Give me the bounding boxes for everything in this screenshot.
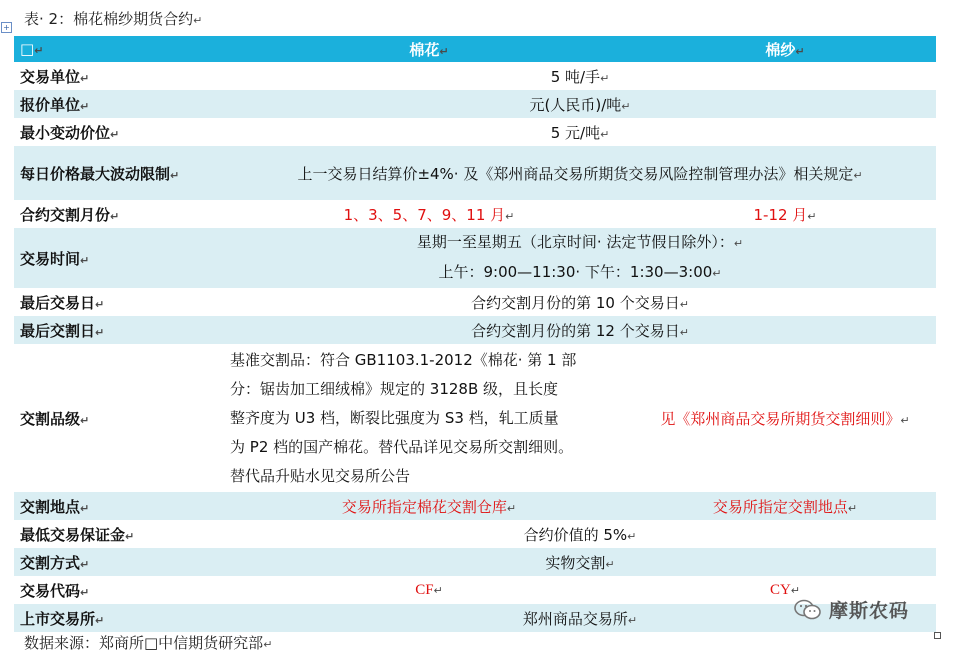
row-value: 5 吨/手↵ [550,67,610,86]
table-caption: 表· 2：棉花棉纱期货合约↵ [24,10,203,28]
row-label: 每日价格最大波动限制↵ [14,146,224,200]
row-label: 合约交割月份↵ [20,205,120,224]
cotton-value: 交易所指定棉花交割仓库↵ [224,492,634,520]
grade-line: 基准交割品：符合 GB1103.1-2012《棉花· 第 1 部 [230,350,577,369]
grade-line: 替代品升贴水见交易所公告 [230,466,411,485]
row-label: 交割品级↵ [20,409,90,428]
table-row-last-trading-day [14,288,936,316]
table-row-quote-unit [14,90,936,118]
table-row-delivery-months [14,200,936,228]
header-cotton: 棉花↵ [224,36,634,62]
row-value: 上一交易日结算价±4%· 及《郑州商品交易所期货交易风险控制管理办法》相关规定↵ [224,146,936,200]
grade-line: 整齐度为 U3 档，断裂比强度为 S3 档，轧工质量 [230,408,559,427]
table-row-margin [14,520,936,548]
header-yarn: 棉纱↵ [634,36,936,62]
row-label: 上市交易所↵ [14,604,224,632]
row-value: 郑州商品交易所↵ [224,604,936,632]
yarn-grade-text: 见《郑州商品交易所期货交割细则》↵ [660,409,910,428]
yarn-value: 交易所指定交割地点↵ [634,492,936,520]
yarn-value: CY↵ [769,581,801,598]
row-value: 元(人民币)/吨↵ [224,90,936,118]
table-row-price-limit [14,146,936,200]
header-corner-cell: □↵ [14,36,224,62]
row-label: 交易代码↵ [20,581,90,600]
row-value: 合约价值的 5%↵ [523,525,637,544]
table-row-delivery-method [14,548,936,576]
table-row-last-delivery-day [14,316,936,344]
row-value: 合约交割月份的第 10 个交易日↵ [471,293,689,312]
row-label: 交易单位↵ [20,67,90,86]
yarn-value: 1-12 月↵ [753,205,817,224]
cotton-value: 1、3、5、7、9、11 月↵ [343,205,515,224]
table-row-delivery-location [14,492,936,520]
grade-line: 为 P2 档的国产棉花。替代品详见交易所交割细则。 [230,437,574,456]
row-label: 报价单位↵ [14,90,224,118]
table-row-min-tick [14,118,936,146]
table-anchor-icon[interactable]: + [1,22,12,33]
row-value [224,228,936,288]
cotton-grade-text [224,344,634,492]
row-value: 实物交割↵ [224,548,936,576]
table-row-trading-hours [14,228,936,288]
table-row-delivery-grade [14,344,936,492]
cotton-value: CF↵ [415,581,443,598]
row-label: 交易时间↵ [14,228,224,288]
row-label: 交割地点↵ [14,492,224,520]
row-value: 合约交割月份的第 12 个交易日↵ [224,316,936,344]
row-label: 最小变动价位↵ [20,123,120,142]
trading-hours-line-2: 上午：9:00—11:30· 下午：1:30—3:00↵ [438,263,722,281]
watermark-text: 摩斯农码 [829,600,910,622]
table-row-trading-unit [14,62,936,90]
row-label: 最低交易保证金↵ [20,525,135,544]
row-label: 最后交易日↵ [20,293,105,312]
row-value: 5 元/吨↵ [550,123,610,142]
trading-hours-line-1: 星期一至星期五（北京时间· 法定节假日除外）：↵ [416,233,744,251]
futures-contract-table [14,36,936,632]
wechat-icon [793,598,823,622]
row-label: 交割方式↵ [14,548,224,576]
grade-line: 分：锯齿加工细绒棉》规定的 3128B 级，且长度 [230,379,559,398]
row-label: 最后交割日↵ [14,316,224,344]
data-source-note: 数据来源：郑商所□中信期货研究部↵ [24,634,273,652]
watermark [793,596,909,623]
table-end-handle[interactable] [934,632,941,639]
table-header-row [14,36,936,62]
